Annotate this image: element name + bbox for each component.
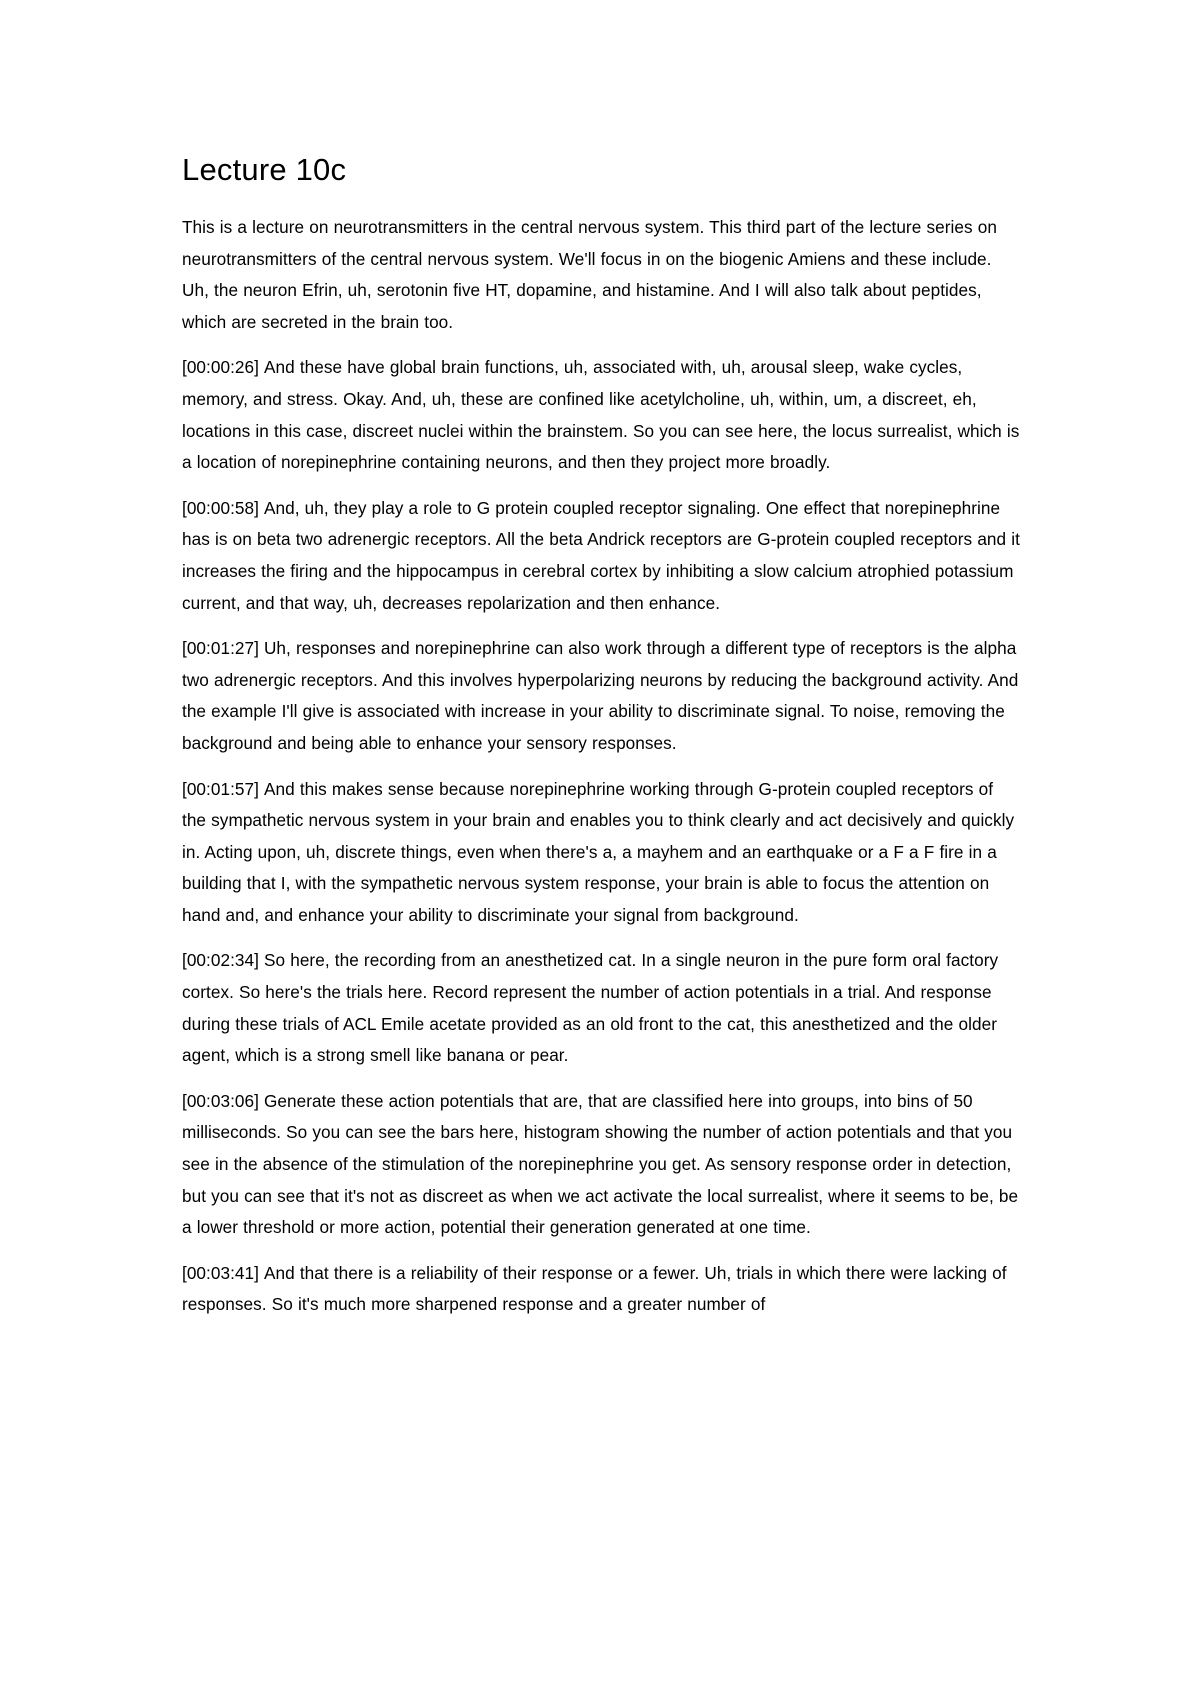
document-title: Lecture 10c bbox=[182, 152, 347, 187]
timestamp: [00:03:41] bbox=[182, 1262, 259, 1283]
timestamp: [00:03:06] bbox=[182, 1090, 259, 1111]
paragraph-text: So here, the recording from an anesthetized cat. In a single neuron in the pure form oral factory cortex. So here's the trials here. Record represent the number of action potentials in a trial. And response during these trials of ACL Emile acetate provided as an old front to the cat, this anesthetized and the older agent, which is a strong smell like banana or pear. bbox=[182, 950, 999, 1066]
paragraph-text: And that there is a reliability of their response or a fewer. Uh, trials in which there were lacking of responses. So it's much more sharpened response and a greater number of bbox=[182, 1262, 1007, 1315]
timestamp: [00:02:34] bbox=[182, 950, 259, 971]
timestamp: [00:00:26] bbox=[182, 357, 259, 378]
paragraph-text: And this makes sense because norepinephrine working through G-protein coupled receptors of the sympathetic nervous system in your brain and enables you to think clearly and act decisively and quickly in. Acting upon, uh, discrete things, even when there's a, a mayhem and an earthquake or a F a F fire in a building that I, with the sympathetic nervous system response, your brain is able to focus the attention on hand and, and enhance your ability to discriminate your signal from background. bbox=[182, 778, 1015, 925]
timestamp: [00:00:58] bbox=[182, 497, 259, 518]
transcript-paragraph bbox=[182, 1086, 1020, 1244]
paragraph-text: And these have global brain functions, uh, associated with, uh, arousal sleep, wake cycles, memory, and stress. Okay. And, uh, these are confined like acetylcholine, uh, within, um, a discreet, eh, locations in this case, discreet nuclei within the brainstem. So you can see here, the locus surrealist, which is a location of norepinephrine containing neurons, and then they project more broadly. bbox=[182, 357, 1020, 473]
transcript-paragraph bbox=[182, 633, 1020, 759]
paragraph-text: Generate these action potentials that are, that are classified here into groups, into bins of 50 milliseconds. So you can see the bars here, histogram showing the number of action potentials and that you see in the absence of the stimulation of the norepinephrine you get. As sensory response order in detection, but you can see that it's not as discreet as when we act activate the local surrealist, where it seems to be, be a lower threshold or more action, potential their generation generated at one time. bbox=[182, 1090, 1019, 1238]
paragraph-text: And, uh, they play a role to G protein coupled receptor signaling. One effect that norepinephrine has is on beta two adrenergic receptors. All the beta Andrick receptors are G-protein coupled receptors and it increases the firing and the hippocampus in cerebral cortex by inhibiting a slow calcium atrophied potassium current, and that way, uh, decreases repolarization and then enhance. bbox=[182, 497, 1020, 613]
transcript-paragraph bbox=[182, 1258, 1020, 1321]
timestamp: [00:01:57] bbox=[182, 778, 259, 799]
transcript-paragraph bbox=[182, 352, 1020, 478]
transcript-paragraph bbox=[182, 774, 1020, 932]
timestamp: [00:01:27] bbox=[182, 638, 259, 659]
intro-paragraph: This is a lecture on neurotransmitters in the central nervous system. This third part of the lecture series on neurotransmitters of the central nervous system. We'll focus in on the biogenic Amiens and these include. Uh, the neuron Efrin, uh, serotonin five HT, dopamine, and histamine. And I will also talk about peptides, which are secreted in the brain too. bbox=[182, 217, 997, 332]
transcript-paragraph bbox=[182, 945, 1020, 1071]
transcript-paragraph bbox=[182, 493, 1020, 619]
paragraph-text: Uh, responses and norepinephrine can also work through a different type of receptors is the alpha two adrenergic receptors. And this involves hyperpolarizing neurons by reducing the background activity. And the example I'll give is associated with increase in your ability to discriminate signal. To noise, removing the background and being able to enhance your sensory responses. bbox=[182, 638, 1019, 753]
